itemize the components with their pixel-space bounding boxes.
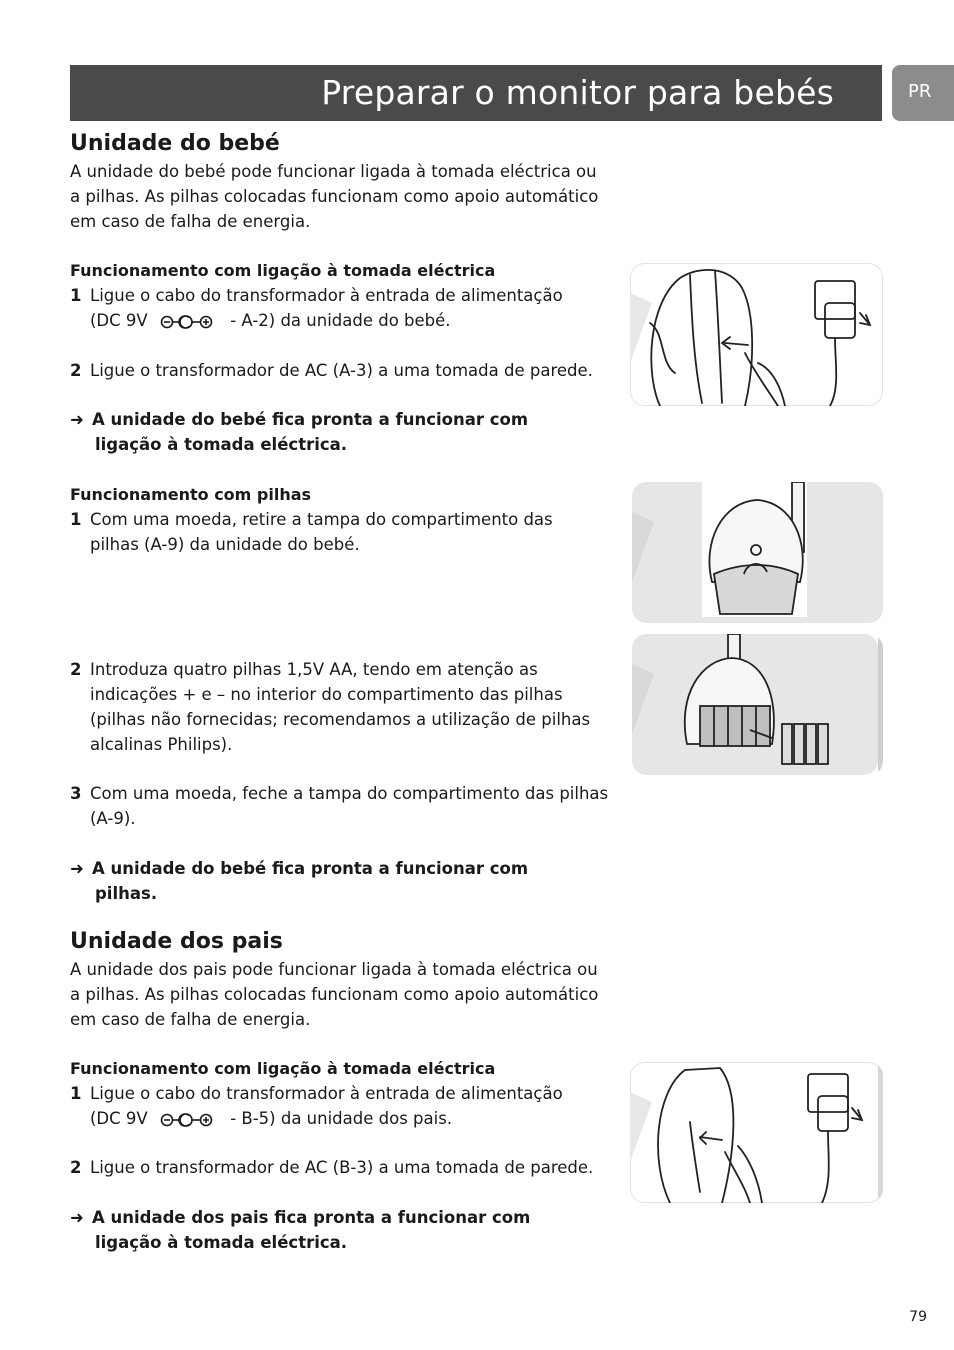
page-title: Preparar o monitor para bebés xyxy=(321,73,834,112)
parent-mains-heading: Funcionamento com ligação à tomada eléctrica xyxy=(70,1059,496,1078)
baby-battery-step3-line2: (A-9). xyxy=(90,809,136,828)
baby-battery-step1-number: 1 xyxy=(70,510,82,529)
baby-mains-step2-number: 2 xyxy=(70,361,82,380)
language-tab xyxy=(892,65,954,121)
result-arrow-icon: ➜ xyxy=(70,410,84,429)
baby-battery-heading: Funcionamento com pilhas xyxy=(70,485,312,504)
baby-mains-step1-pre: (DC 9V xyxy=(90,311,148,330)
baby-battery-step2-line4: alcalinas Philips). xyxy=(90,735,233,754)
baby-mains-step2: Ligue o transformador de AC (A-3) a uma tomada de parede. xyxy=(90,361,593,380)
parent-mains-step1-number: 1 xyxy=(70,1084,82,1103)
baby-battery-step1-line1: Com uma moeda, retire a tampa do compartimento das xyxy=(90,510,553,529)
parent-mains-result-line2: ligação à tomada eléctrica. xyxy=(95,1233,348,1252)
baby-mains-step1-line1: Ligue o cabo do transformador à entrada de alimentação xyxy=(90,286,563,305)
baby-mains-step1-line2 xyxy=(90,308,451,333)
parent-mains-step1-pre: (DC 9V xyxy=(90,1109,148,1128)
baby-mains-result-line1: ➜ A unidade do bebé fica pronta a funcionar com xyxy=(70,407,528,432)
parent-mains-step1-post: - B-5) da unidade dos pais. xyxy=(230,1109,453,1128)
battery-insert-illustration xyxy=(632,634,883,775)
parent-mains-step2-number: 2 xyxy=(70,1158,82,1177)
page-number: 79 xyxy=(909,1309,927,1325)
baby-battery-step1-line2: pilhas (A-9) da unidade do bebé. xyxy=(90,535,360,554)
baby-mains-step1-post: - A-2) da unidade do bebé. xyxy=(230,311,451,330)
result-arrow-icon: ➜ xyxy=(70,859,84,878)
section-heading-parent-unit: Unidade dos pais xyxy=(70,929,283,954)
parent-unit-mains-illustration xyxy=(630,1062,883,1203)
baby-battery-step3-line1: Com uma moeda, feche a tampa do compartimento das pilhas xyxy=(90,784,609,803)
baby-battery-step2-number: 2 xyxy=(70,660,82,679)
baby-intro-line-3: em caso de falha de energia. xyxy=(70,212,311,231)
dc-polarity-icon xyxy=(153,312,225,332)
baby-unit-mains-illustration xyxy=(630,263,883,406)
page-header-bar xyxy=(70,65,882,121)
parent-intro-line-3: em caso de falha de energia. xyxy=(70,1010,311,1029)
baby-intro-line-1: A unidade do bebé pode funcionar ligada à tomada eléctrica ou xyxy=(70,162,597,181)
baby-battery-step2-line3: (pilhas não fornecidas; recomendamos a utilização de pilhas xyxy=(90,710,591,729)
baby-mains-heading: Funcionamento com ligação à tomada eléctrica xyxy=(70,261,496,280)
baby-battery-step2-line2: indicações + e – no interior do compartimento das pilhas xyxy=(90,685,563,704)
baby-mains-step1-number: 1 xyxy=(70,286,82,305)
baby-battery-result-line2: pilhas. xyxy=(95,884,158,903)
section-heading-baby-unit: Unidade do bebé xyxy=(70,131,280,156)
baby-intro-line-2: a pilhas. As pilhas colocadas funcionam como apoio automático xyxy=(70,187,599,206)
dc-polarity-icon xyxy=(153,1110,225,1130)
baby-battery-result-line1: ➜ A unidade do bebé fica pronta a funcionar com xyxy=(70,856,528,881)
battery-cover-illustration xyxy=(632,482,883,623)
parent-mains-result-line1: ➜ A unidade dos pais fica pronta a funcionar com xyxy=(70,1205,530,1230)
baby-mains-result-line2: ligação à tomada eléctrica. xyxy=(95,435,348,454)
parent-mains-step1-line1: Ligue o cabo do transformador à entrada de alimentação xyxy=(90,1084,563,1103)
parent-mains-step2: Ligue o transformador de AC (B-3) a uma tomada de parede. xyxy=(90,1158,594,1177)
parent-intro-line-1: A unidade dos pais pode funcionar ligada à tomada eléctrica ou xyxy=(70,960,598,979)
result-arrow-icon: ➜ xyxy=(70,1208,84,1227)
baby-battery-step3-number: 3 xyxy=(70,784,82,803)
baby-battery-step2-line1: Introduza quatro pilhas 1,5V AA, tendo em atenção as xyxy=(90,660,538,679)
parent-intro-line-2: a pilhas. As pilhas colocadas funcionam como apoio automático xyxy=(70,985,599,1004)
parent-mains-step1-line2 xyxy=(90,1106,452,1131)
language-tab-label: PR xyxy=(908,81,932,102)
